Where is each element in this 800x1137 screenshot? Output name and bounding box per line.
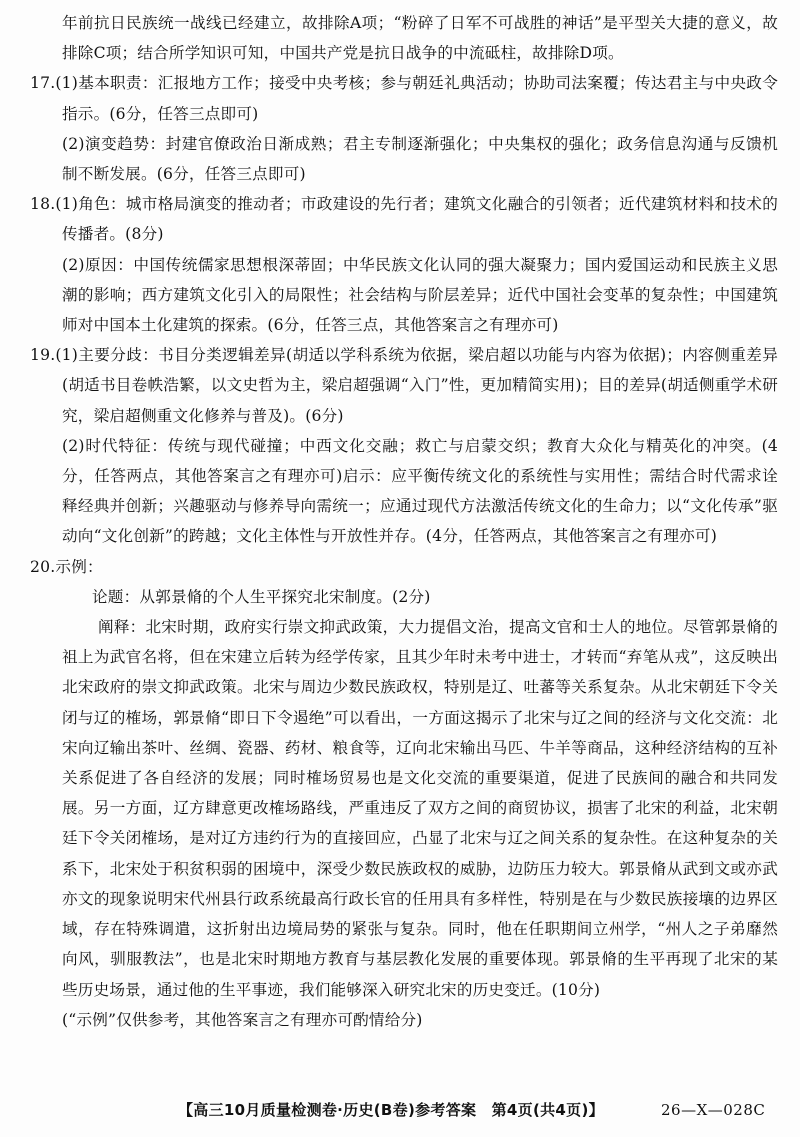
answer-18-2: (2)原因：中国传统儒家思想根深蒂固；中华民族文化认同的强大凝聚力；国内爱国运动和民族主义思潮的影响；西方建筑文化引入的局限性；社会结构与阶层差异；近代中国社会变革的复杂性；中国建筑师对中国本土化建筑的探索。(6分，任答三点，其他答案言之有理亦可)	[62, 255, 778, 335]
footer-title: 【高三10月质量检测卷·历史(B卷)参考答案 第4页(共4页)】	[178, 1101, 604, 1119]
answer-19-2: (2)时代特征：传统与现代碰撞；中西文化交融；救亡与启蒙交织；教育大众化与精英化的冲突。(4分，任答两点，其他答案言之有理亦可)启示：应平衡传统文化的系统性与实用性；需结合时代需求诠释经典并创新；兴趣驱动与修养导向需统一；应通过现代方法激活传统文化的生命力；以“文化传承”驱动向“文化创新”的跨越；文化主体性与开放性并存。(4分，任答两点，其他答案言之有理亦可)	[62, 436, 778, 546]
answer-20-heading: 20.示例：	[30, 557, 103, 576]
answer-20-thesis: 论题：从郭景脩的个人生平探究北宋制度。(2分)	[92, 587, 431, 606]
answer-line-16-tail: 年前抗日民族统一战线已经建立，故排除A项；“粉碎了日军不可战胜的神话”是平型关大捷的意义，故排除C项；结合所学知识可知，中国共产党是抗日战争的中流砥柱，故排除D项。	[62, 14, 778, 63]
answer-17-1: 17.(1)基本职责：汇报地方工作；接受中央考核；参与朝廷礼典活动；协助司法案覆；传达君主与中央政令指示。(6分，任答三点即可)	[30, 74, 778, 123]
page-footer	[0, 1097, 800, 1123]
answer-17-2: (2)演变趋势：封建官僚政治日渐成熟；君主专制逐渐强化；中央集权的强化；政务信息沟通与反馈机制不断发展。(6分，任答三点即可)	[62, 134, 778, 184]
answer-20-explanation: 阐释：北宋时期，政府实行崇文抑武政策，大力提倡文治，提高文官和士人的地位。尽管郭景脩的祖上为武官名将，但在宋建立后转为经学传家，且其少年时未考中进士，才转而“弃笔从戎”，这反映出北宋政府的崇文抑武政策。北宋与周边少数民族政权，特别是辽、吐蕃等关系复杂。从北宋朝廷下令关闭与辽的榷场，郭景脩“即日下令遏绝”可以看出，一方面这揭示了北宋与辽之间的经济与文化交流：北宋向辽输出茶叶、丝绸、瓷器、药材、粮食等，辽向北宋输出马匹、牛羊等商品，这种经济结构的互补关系促进了各自经济的发展；同时榷场贸易也是文化交流的重要渠道，促进了民族间的融合和共同发展。另一方面，辽方肆意更改榷场路线，严重违反了双方之间的商贸协议，损害了北宋的利益，北宋朝廷下令关闭榷场，是对辽方违约行为的直接回应，凸显了北宋与辽之间关系的复杂性。在这种复杂的关系下，北宋处于积贫积弱的困境中，深受少数民族政权的威胁，边防压力较大。郭景脩从武到文或亦武亦文的现象说明宋代州县行政系统最高行政长官的任用具有多样性，特别是在与少数民族接壤的边界区域，存在特殊调遣，这折射出边境局势的紧张与复杂。同时，他在任职期间立州学，“州人之子弟靡然向风，驯服教法”，也是北宋时期地方教育与基层教化发展的重要体现。郭景脩的生平再现了北宋的某些历史场景，通过他的生平事迹，我们能够深入研究北宋的历史变迁。(10分)	[62, 618, 778, 999]
answer-19-1: 19.(1)主要分歧：书目分类逻辑差异(胡适以学科系统为依据，梁启超以功能与内容为依据)；内容侧重差异(胡适书目卷帙浩繁，以文史哲为主，梁启超强调“入门”性，更加精简实用)；目的差异(胡适侧重学术研究，梁启超侧重文化修养与普及)。(6分)	[30, 346, 778, 425]
answer-20-note: (“示例”仅供参考，其他答案言之有理亦可酌情给分)	[62, 1010, 423, 1029]
answer-18-1: 18.(1)角色：城市格局演变的推动者；市政建设的先行者；建筑文化融合的引领者；近代建筑材料和技术的传播者。(8分)	[30, 195, 778, 244]
answer-content	[30, 8, 778, 1035]
footer-code: 26—X—028C	[661, 1101, 766, 1119]
